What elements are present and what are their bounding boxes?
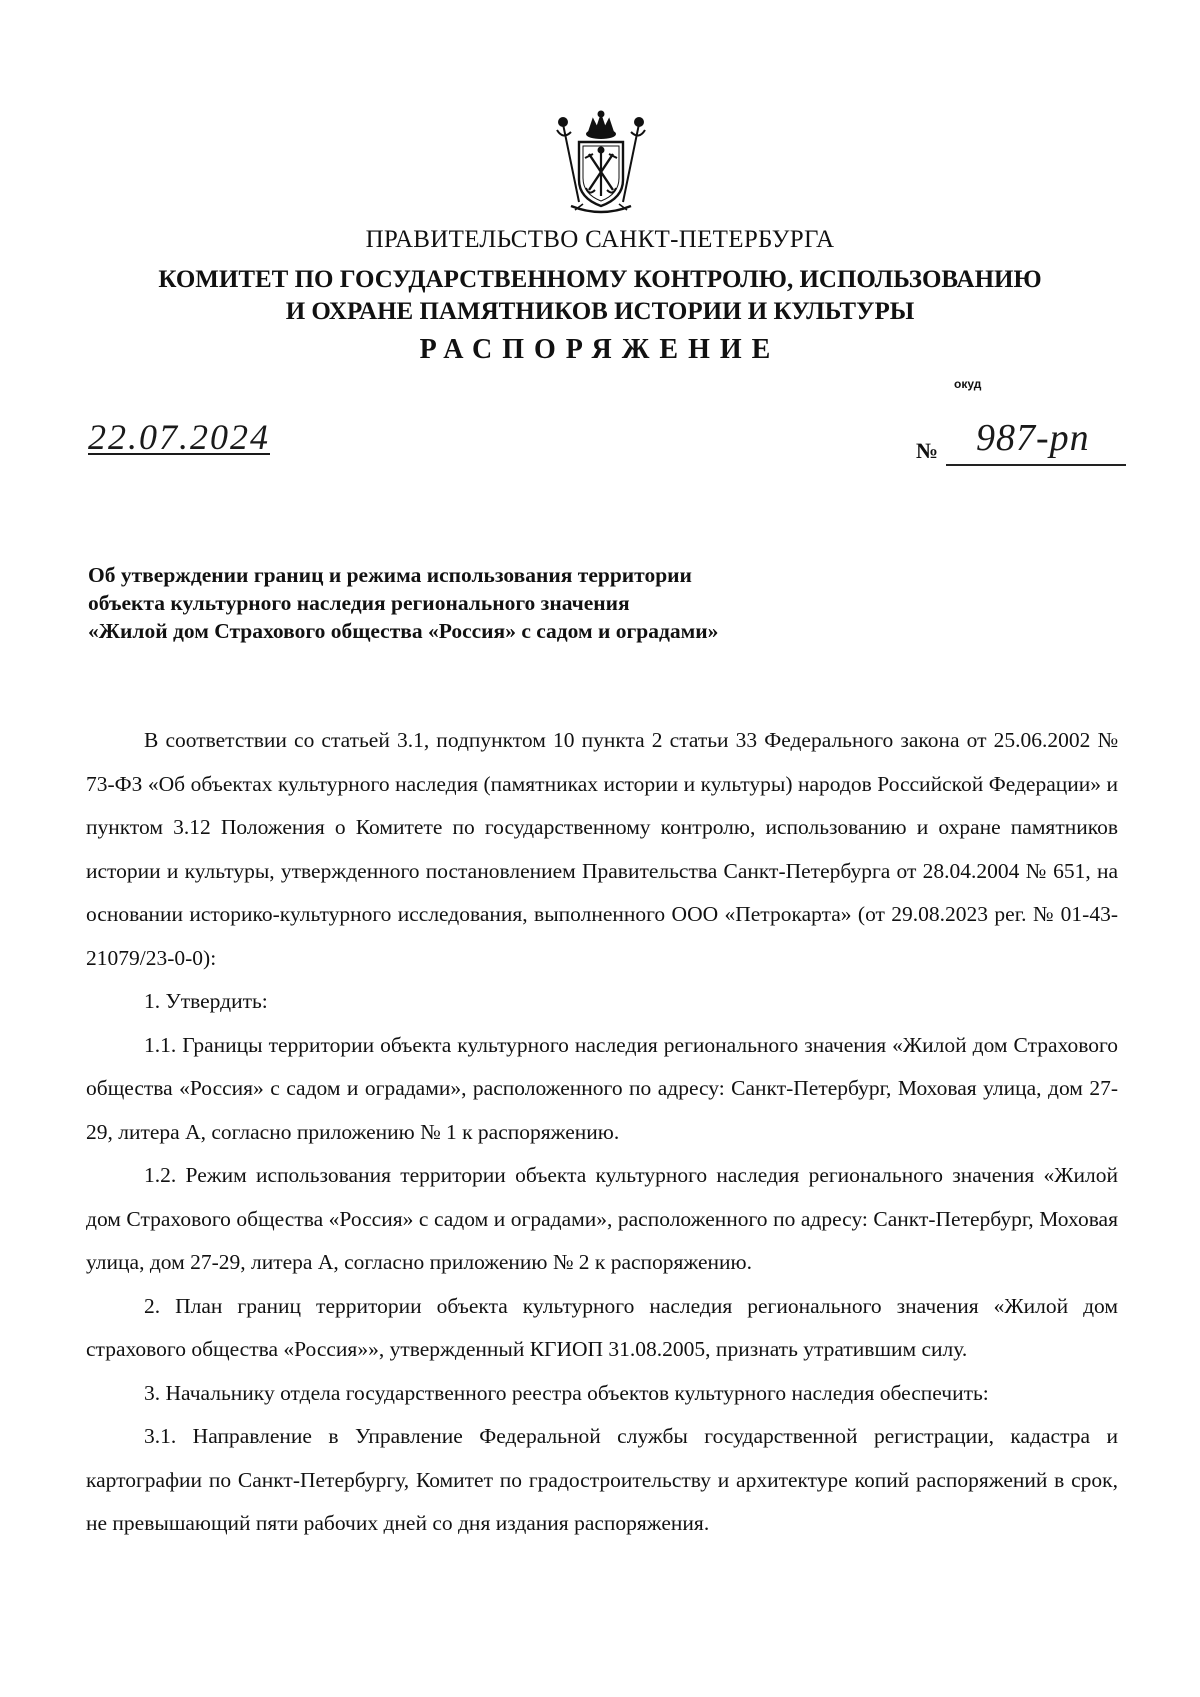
saint-petersburg-coat-of-arms-icon	[553, 110, 649, 216]
paragraph-item-1-2: 1.2. Режим использования территории объекта культурного наследия регионального значения «Жилой дом Страхового общества «Россия» с садом и оградами», расположенного по адресу: Санкт-Петербург, Моховая улица, дом 27-29, литера А, согласно приложению № 2 к распоряжению.	[86, 1163, 1118, 1274]
handwritten-number: 987-рп	[976, 417, 1090, 459]
paragraph-item-1-1: 1.1. Границы территории объекта культурного наследия регионального значения «Жилой дом Страхового общества «Россия» с садом и оградами», расположенного по адресу: Санкт-Петербург, Моховая улица, дом 27-29, литера А, согласно приложению № 1 к распоряжению.	[86, 1032, 1118, 1144]
number-underline	[946, 464, 1126, 466]
committee-name-line-1: КОМИТЕТ ПО ГОСУДАРСТВЕННОМУ КОНТРОЛЮ, ИСПОЛЬЗОВАНИЮ	[158, 266, 1042, 293]
paragraph-item-2: 2. План границ территории объекта культурного наследия регионального значения «Жилой дом страхового общества «Россия»», утвержденный КГИОП 31.08.2005, признать утратившим силу.	[86, 1293, 1118, 1361]
title-line-3: «Жилой дом Страхового общества «Россия» с садом и оградами»	[88, 619, 719, 643]
handwritten-date: 22.07.2024	[88, 417, 270, 457]
title-line-1: Об утверждении границ и режима использования территории	[88, 563, 692, 587]
paragraph-preamble: В соответствии со статьей 3.1, подпунктом 10 пункта 2 статьи 33 Федерального закона от 25.06.2002 № 73-ФЗ «Об объектах культурного наследия (памятниках истории и культуры) народов Российской Федерации» и пунктом 3.12 Положения о Комитете по государственному контролю, использованию и охране памятников истории и культуры, утвержденного постановлением Правительства Санкт-Петербурга от 28.04.2004 № 651, на основании историко-культурного исследования, выполненного ООО «Петрокарта» (от 29.08.2023 рег. № 01-43-21079/23-0-0):	[86, 728, 1118, 970]
paragraph-item-1: 1. Утвердить:	[144, 989, 268, 1013]
paragraph-item-3: 3. Начальнику отдела государственного реестра объектов культурного наследия обеспечить:	[144, 1380, 989, 1405]
committee-name-line-2: И ОХРАНЕ ПАМЯТНИКОВ ИСТОРИИ И КУЛЬТУРЫ	[285, 298, 915, 325]
title-line-2: объекта культурного наследия регионального значения	[88, 591, 630, 615]
okud-label: окуд	[954, 377, 982, 391]
committee-name	[0, 264, 1200, 328]
government-name: ПРАВИТЕЛЬСТВО САНКТ-ПЕТЕРБУРГА	[365, 226, 835, 253]
document-body	[86, 719, 1118, 1546]
paragraph-item-3-1: 3.1. Направление в Управление Федеральной службы государственной регистрации, кадастра и картографии по Санкт-Петербургу, Комитет по градостроительству и архитектуре копий распоряжений в срок, не превышающий пяти рабочих дней со дня издания распоряжения.	[86, 1424, 1118, 1535]
document-title	[88, 561, 888, 645]
document-type: РАСПОРЯЖЕНИЕ	[419, 334, 781, 365]
number-label: №	[916, 438, 939, 463]
